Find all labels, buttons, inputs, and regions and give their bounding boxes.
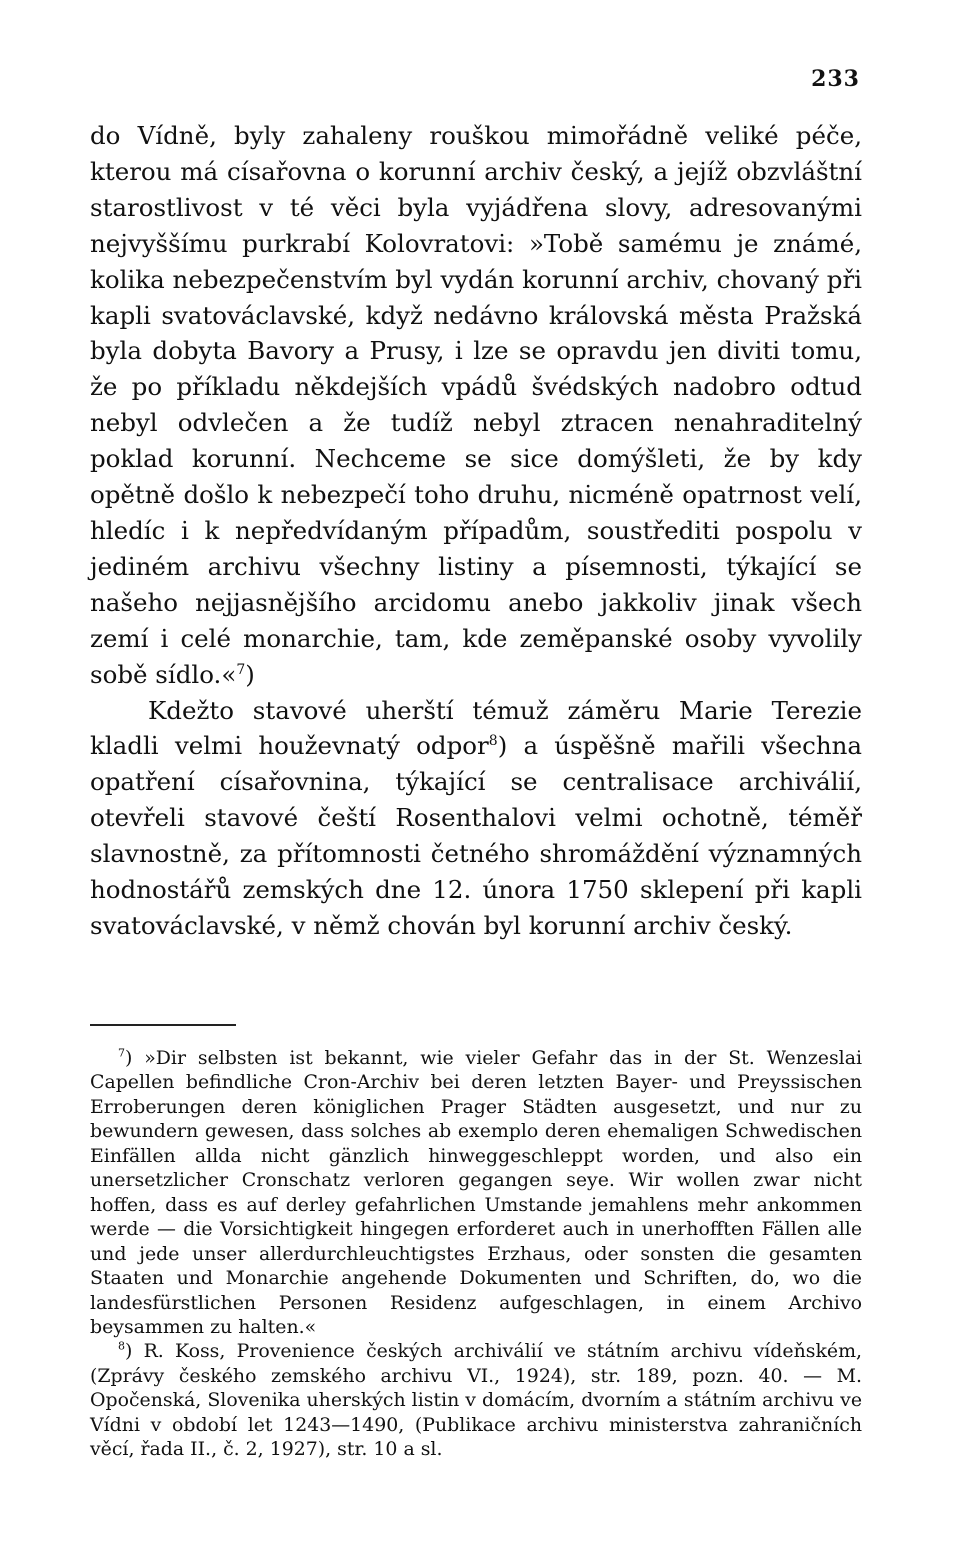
body-paragraph bbox=[90, 118, 862, 693]
footnote-text: ) R. Koss, Provenience českých archiválií ve státním archivu vídeňském, (Zprávy českého zemského archivu VI., 1924), str. 189, pozn. 40. — M. Opočenská, Slovenika uherských listin v domácím, dvorním a státním archivu ve Vídni v období let 1243—1490, (Publikace archivu ministerstva zahraničních věcí, řada II., č. 2, 1927), str. 10 a sl. bbox=[90, 1340, 862, 1461]
paragraph-text: Kdežto stavové uherští témuž záměru Marie Terezie kladli velmi houževnatý odpor bbox=[90, 695, 862, 761]
footnote-mark: 7 bbox=[118, 1046, 125, 1060]
paragraph-text-after-ref: ) bbox=[245, 659, 255, 689]
footnote-text: ) »Dir selbsten ist bekannt, wie vieler Gefahr das in der St. Wenzeslai Capellen befindliche Cron-Archiv bei deren letzten Bayer- und Preyssischen Erroberungen deren königlichen Prager Städten ausgesetzt, und nur zu bewundern gewesen, dass solches ab exemplo deren ehemaligen Schwedischen Einfällen allda nicht gänzlich hinweggeschleppt worden, und also ein unersetzlicher Cronschatz verloren gegangen seye. Wir wollen zwar nicht hoffen, dass es auf derley gefahrlichen Umstande jemahlens mehr ankommen werde — die Vorsichtigkeit hingegen erforderet auch in unerhofften Fällen alle und jede unser allerdurchleuchtigstes Erzhaus, oder sonsten die gesamten Staaten und Monarchie angehende Dokumenten und Schriften, do, wo die landesfürstlichen Personen Residenz aufgeschlagen, in einem Archivo beysammen zu halten.« bbox=[90, 1047, 862, 1338]
paragraph-text-after-ref: ) a úspěšně mařili všechna opatření císařovnina, týkající se centralisace archiválií, otevřeli stavové čeští Rosenthalovi velmi ochotně, téměř slavnostně, za přítomnosti četného shromáždění významných hodnostářů zemských dne 12. února 1750 sklepení při kapli svatováclavské, v němž chován byl korunní archiv český. bbox=[90, 731, 862, 940]
footnote-separator bbox=[90, 1024, 236, 1026]
paragraph-text: do Vídně, byly zahaleny rouškou mimořádně veliké péče, kterou má císařovna o korunní archiv český, a jejíž obzvláštní starostlivost v té věci byla vyjádřena slovy, adresovanými nejvyššímu purkrabí Kolovratovi: »Tobě samému je známé, kolika nebezpečenstvím byl vydán korunní archiv, chovaný při kapli svatováclavské, když nedávno královská města Pražská byla dobyta Bavory a Prusy, i lze se opravdu jen diviti tomu, že po příkladu někdejších vpádů švédských nadobro odtud nebyl odvlečen a že tudíž nebyl ztracen nenahraditelný poklad korunní. Nechceme se sice domýšleti, že by kdy opětně došlo k nebezpečí toho druhu, nicméně opatrnost velí, hledíc i k nepředvídaným případům, soustřediti pospolu v jediném archivu všechny listiny a písemnosti, týkající se našeho nejjasnějšího arcidomu anebo jakkoliv jinak všech zemí i celé monarchie, tam, kde zeměpanské osoby vyvolily sobě sídlo.« bbox=[90, 121, 862, 689]
page-number: 233 bbox=[811, 66, 860, 92]
footnote bbox=[90, 1339, 862, 1461]
body-paragraph bbox=[90, 693, 862, 944]
footnote bbox=[90, 1046, 862, 1339]
footnote-ref: 8 bbox=[488, 733, 498, 750]
main-text bbox=[90, 118, 862, 944]
footnote-ref: 7 bbox=[236, 661, 246, 678]
footnote-mark: 8 bbox=[118, 1340, 125, 1354]
footnotes bbox=[90, 1046, 862, 1462]
